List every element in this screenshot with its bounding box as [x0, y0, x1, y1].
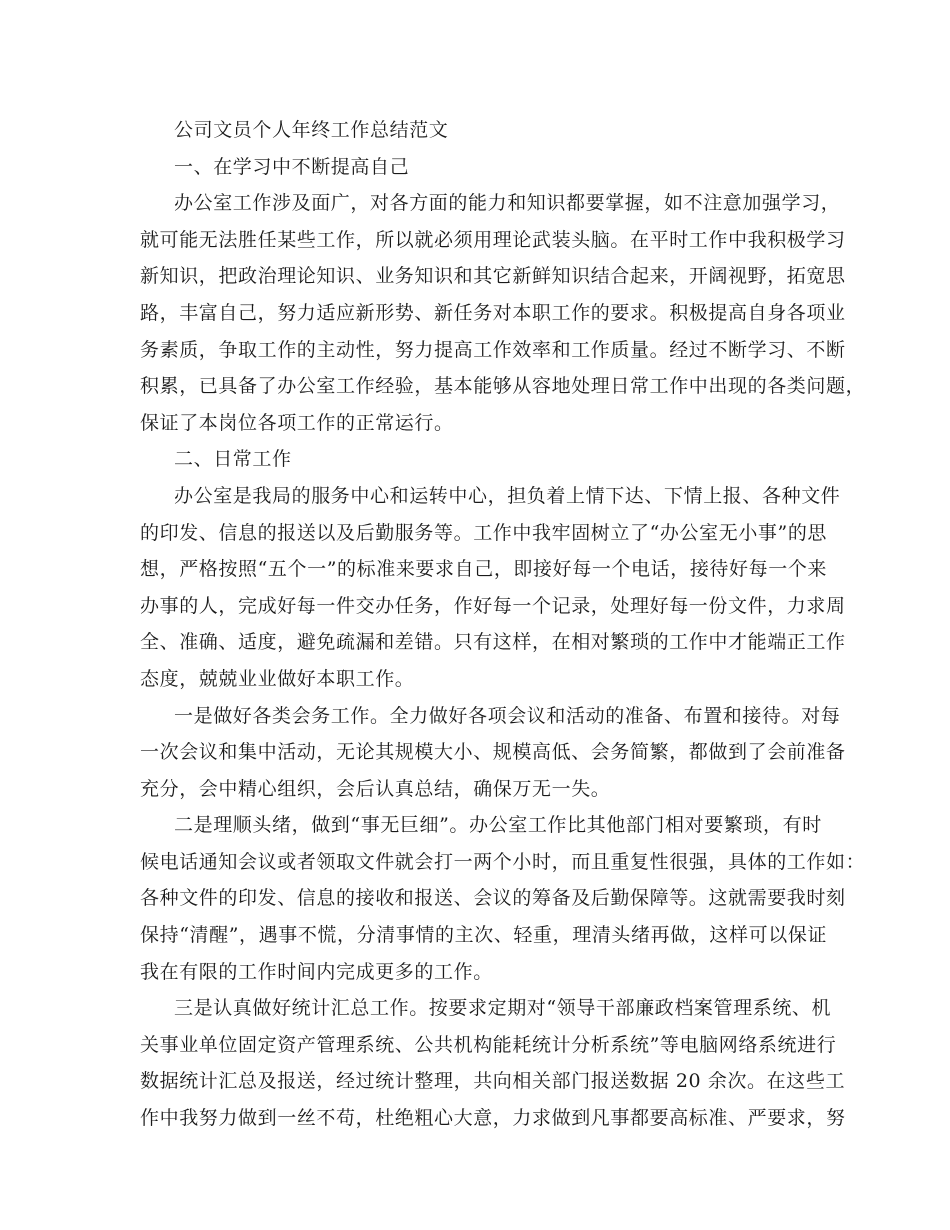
- document-title: 公司文员个人年终工作总结范文: [174, 119, 449, 141]
- paragraph-line: 就可能无法胜任某些工作，所以就必须用理论武装头脑。在平时工作中我积极学习: [140, 228, 846, 251]
- paragraph: [140, 990, 846, 1136]
- paragraph-line: 各种文件的印发、信息的接收和报送、会议的筹备及后勤保障等。这就需要我时刻: [140, 887, 846, 910]
- paragraph-line: 办公室是我局的服务中心和运转中心，担负着上情下达、下情上报、各种文件: [174, 484, 841, 507]
- paragraph-line: 态度，兢兢业业做好本职工作。: [140, 667, 415, 690]
- paragraph-line: 新知识，把政治理论知识、业务知识和其它新鲜知识结合起来，开阔视野，拓宽思: [140, 265, 846, 288]
- paragraph-line: 办事的人，完成好每一件交办任务，作好每一个记录，处理好每一份文件，力求周: [140, 594, 846, 617]
- paragraph-line: 的印发、信息的报送以及后勤服务等。工作中我牢固树立了“办公室无小事”的思: [140, 521, 828, 544]
- paragraph-line: 我在有限的工作时间内完成更多的工作。: [140, 960, 493, 983]
- paragraph-line: 一是做好各类会务工作。全力做好各项会议和活动的准备、布置和接待。对每: [174, 704, 841, 727]
- paragraph: [140, 698, 846, 808]
- paragraph-line: 关事业单位固定资产管理系统、公共机构能耗统计分析系统”等电脑网络系统进行: [140, 1033, 837, 1056]
- document-body: [140, 112, 866, 1137]
- section-heading: 一、在学习中不断提高自己: [174, 155, 410, 178]
- paragraph-line: 一次会议和集中活动，无论其规模大小、规模高低、会务简繁，都做到了会前准备: [140, 741, 846, 764]
- paragraph-line: 全、准确、适度，避免疏漏和差错。只有这样，在相对繁琐的工作中才能端正工作: [140, 631, 846, 654]
- paragraph-line: 路，丰富自己，努力适应新形势、新任务对本职工作的要求。积极提高自身各项业: [140, 301, 846, 324]
- paragraph-line: 想，严格按照“五个一”的标准来要求自己，即接好每一个电话，接待好每一个来: [140, 558, 828, 581]
- paragraph-line: 作中我努力做到一丝不苟，杜绝粗心大意，力求做到凡事都要高标准、严要求，努: [140, 1107, 846, 1130]
- paragraph-line: 候电话通知会议或者领取文件就会打一两个小时，而且重复性很强，具体的工作如：: [140, 850, 866, 873]
- paragraph: [140, 807, 866, 990]
- section-heading: 二、日常工作: [174, 448, 292, 471]
- paragraph-line: 办公室工作涉及面广，对各方面的能力和知识都要掌握，如不注意加强学习，: [174, 192, 841, 215]
- paragraph-line: 保证了本岗位各项工作的正常运行。: [140, 411, 454, 434]
- paragraph-line: 三是认真做好统计汇总工作。按要求定期对“领导干部廉政档案管理系统、机: [174, 997, 832, 1020]
- paragraph-line: 积累，已具备了办公室工作经验，基本能够从容地处理日常工作中出现的各类问题，: [140, 375, 866, 398]
- paragraph: [140, 478, 846, 698]
- paragraph-line: 充分，会中精心组织，会后认真总结，确保万无一失。: [140, 777, 611, 800]
- paragraph-line: 务素质，争取工作的主动性，努力提高工作效率和工作质量。经过不断学习、不断: [140, 338, 846, 361]
- paragraph-line: 二是理顺头绪，做到“事无巨细”。办公室工作比其他部门相对要繁琐，有时: [174, 814, 822, 837]
- paragraph: [140, 185, 866, 441]
- paragraph-line: 保持“清醒”，遇事不慌，分清事情的主次、轻重，理清头绪再做，这样可以保证: [140, 924, 828, 947]
- paragraph-line: 数据统计汇总及报送，经过统计整理，共向相关部门报送数据 20 余次。在这些工: [140, 1070, 846, 1093]
